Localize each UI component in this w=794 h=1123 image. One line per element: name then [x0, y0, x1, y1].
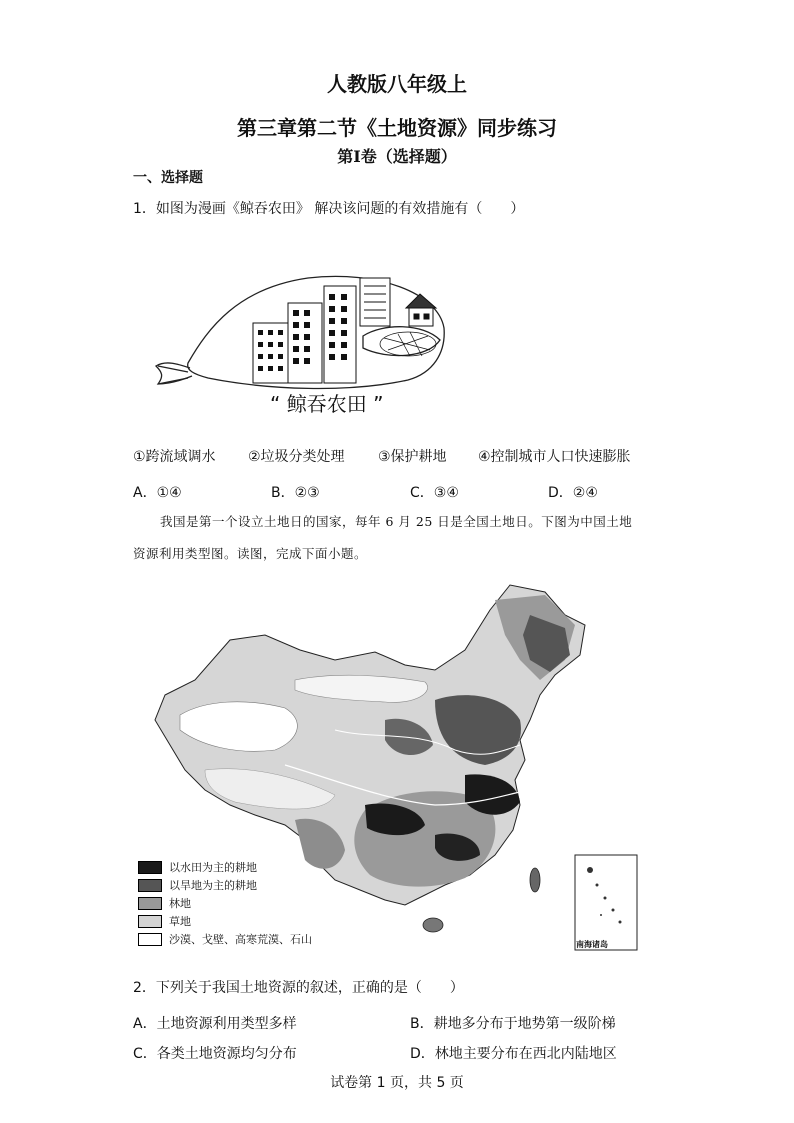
doc-title-chapter: 第三章第二节《土地资源》同步练习 [237, 116, 557, 140]
doc-title-grade: 人教版八年级上 [327, 72, 467, 96]
legend-item-desert [138, 930, 312, 948]
section-heading: 一、选择题 [133, 170, 203, 186]
doc-title-volume: 第Ⅰ卷（选择题） [337, 147, 457, 166]
question-1-stem: 1．如图为漫画《鲸吞农田》 解决该问题的有效措施有（ ） [133, 201, 525, 217]
q1-item-1: ①跨流域调水 [133, 449, 216, 465]
legend-label: 沙漠、戈壁、高寒荒漠、石山 [169, 933, 312, 946]
passage-line-2: 资源利用类型图。读图，完成下面小题。 [133, 546, 368, 561]
legend-swatch [138, 861, 162, 874]
q1-option-b[interactable]: B．②③ [271, 485, 320, 501]
legend-label: 草地 [169, 915, 191, 928]
q1-item-4: ④控制城市人口快速膨胀 [478, 449, 631, 465]
legend-item-dryland [138, 876, 312, 894]
page-footer: 试卷第 1 页，共 5 页 [330, 1075, 464, 1091]
q2-option-a[interactable]: A．土地资源利用类型多样 [133, 1016, 297, 1032]
q2-option-d[interactable]: D．林地主要分布在西北内陆地区 [410, 1046, 617, 1062]
q1-option-d[interactable]: D．②④ [548, 485, 598, 501]
legend-swatch [138, 897, 162, 910]
legend-swatch [138, 933, 162, 946]
q2-option-b[interactable]: B．耕地多分布于地势第一级阶梯 [410, 1016, 616, 1032]
question-2-stem: 2．下列关于我国土地资源的叙述，正确的是（ ） [133, 980, 464, 996]
map-legend [138, 858, 312, 948]
legend-item-grassland [138, 912, 312, 930]
legend-swatch [138, 879, 162, 892]
legend-swatch [138, 915, 162, 928]
q1-option-a[interactable]: A．①④ [133, 485, 182, 501]
q2-option-c[interactable]: C．各类土地资源均匀分布 [133, 1046, 297, 1062]
legend-label: 林地 [169, 897, 191, 910]
legend-item-forest [138, 894, 312, 912]
cartoon-caption: “ 鲸吞农田 ” [270, 392, 384, 416]
legend-label: 以水田为主的耕地 [169, 861, 257, 874]
q1-item-3: ③保护耕地 [378, 449, 447, 465]
q1-option-c[interactable]: C．③④ [410, 485, 459, 501]
passage-line-1: 我国是第一个设立土地日的国家，每年 6 月 25 日是全国土地日。下图为中国土地 [160, 514, 633, 529]
legend-item-paddy [138, 858, 312, 876]
q1-item-2: ②垃圾分类处理 [248, 449, 345, 465]
inset-label: 南海诸岛 [576, 940, 608, 949]
legend-label: 以旱地为主的耕地 [169, 879, 257, 892]
